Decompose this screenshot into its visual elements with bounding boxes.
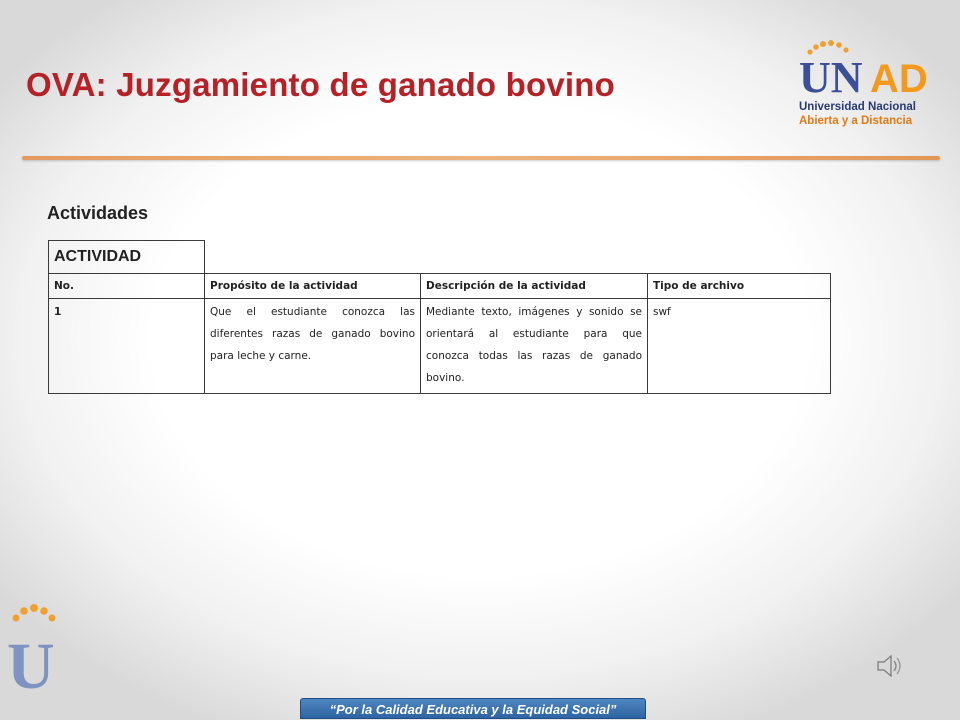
column-header-purpose: Propósito de la actividad [205,274,421,299]
table-title-spacer [205,241,831,274]
cell-purpose: Que el estudiante conozca las diferentes razas de ganado bovino para leche y carne. [205,299,421,394]
column-header-description: Descripción de la actividad [421,274,648,299]
cell-description: Mediante texto, imágenes y sonido se orientará al estudiante para que conozca todas las razas de ganado bovino. [421,299,648,394]
unad-logo [796,38,936,130]
logo-line2: Abierta y a Distancia [799,115,913,127]
table-row [49,299,831,394]
side-logo-letter: U [7,630,55,703]
unad-side-logo [4,600,64,720]
logo-letters-ad: AD [870,57,928,101]
side-logo-dots [13,604,56,622]
logo-letters-un: UN [799,53,863,102]
table-header-row [49,274,831,299]
footer-slogan: “Por la Calidad Educativa y la Equidad Social” [300,698,646,719]
column-header-no: No. [49,274,205,299]
cell-no: 1 [49,299,205,394]
table-title-row [49,241,831,274]
speaker-icon[interactable] [874,650,906,682]
column-header-file-type: Tipo de archivo [648,274,831,299]
slide-title: OVA: Juzgamiento de ganado bovino [26,66,616,103]
cell-file-type: swf [648,299,831,394]
table-title: ACTIVIDAD [49,241,205,274]
logo-line1: Universidad Nacional [799,101,916,113]
activity-table [48,240,831,394]
section-heading: Actividades [47,203,149,223]
title-divider [22,156,940,160]
